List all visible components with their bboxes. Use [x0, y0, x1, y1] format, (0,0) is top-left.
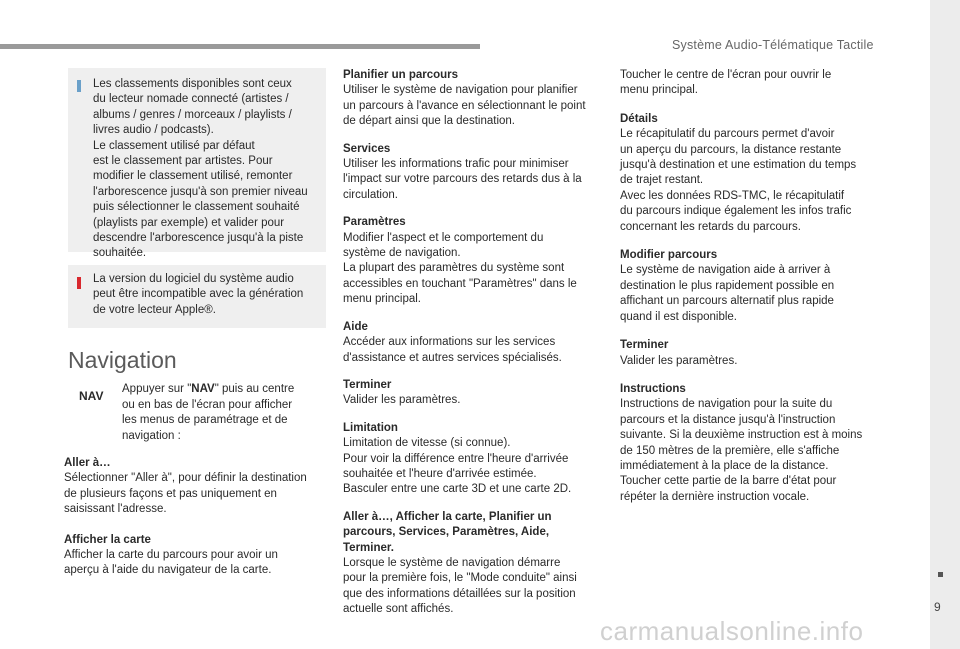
nav-intro-text: Appuyer sur "NAV" puis au centre ou en bas de l'écran pour afficher les menus de paramétrage et de navigation :	[122, 383, 295, 442]
section-text: Accéder aux informations sur les services d'assistance et autres services spécialisés.	[343, 336, 562, 364]
section-afficher-carte	[64, 533, 326, 579]
section-aller-a	[64, 456, 326, 518]
section-text: Sélectionner "Aller à", pour définir la destination de plusieurs façons et pas uniquement en saisissant l'adresse.	[64, 472, 307, 516]
watermark: carmanualsonline.info	[600, 616, 864, 646]
section-terminer	[620, 338, 882, 369]
page-number: 9	[934, 600, 941, 614]
section-text: Limitation de vitesse (si connue). Pour voir la différence entre l'heure d'arrivée souhaitée et l'heure d'arrivée estimée. Basculer entre une carte 3D et une carte 2D.	[343, 437, 572, 496]
info-box	[68, 68, 326, 260]
section-planifier-parcours	[343, 68, 605, 130]
warning-box	[68, 265, 326, 328]
section-text: Utiliser le système de navigation pour planifier un parcours à l'avance en sélectionnant le point de départ ainsi que la destination.	[343, 84, 586, 128]
section-title: Aide	[343, 320, 368, 333]
section-title: Modifier parcours	[620, 249, 718, 262]
section-text: Valider les paramètres.	[620, 354, 738, 367]
section-text: Instructions de navigation pour la suite du parcours et la distance jusqu'à l'instruction suivante. Si la deuxième instruction est à moins de 150 mètres de la première, elle s'affiche immédiatement à la place de la distance. Toucher cette partie de la barre d'état pour répéter la dernière instruction vocale.	[620, 398, 863, 503]
section-intro	[620, 68, 882, 99]
section-title: Limitation	[343, 421, 398, 434]
section-title: Terminer	[343, 378, 392, 391]
section-instructions	[620, 382, 882, 505]
section-text: Lorsque le système de navigation démarre pour la première fois, le "Mode conduite" ainsi que des informations détaillées sur la position actuelle sont affichés.	[343, 556, 577, 616]
section-limitation	[343, 421, 605, 498]
warning-box-text: La version du logiciel du système audio peut être incompatible avec la génération de votre lecteur Apple®.	[93, 273, 304, 316]
section-details	[620, 112, 882, 235]
section-text: Modifier l'aspect et le comportement du système de navigation. La plupart des paramètres du système sont accessibles en touchant "Paramètres" dans le menu principal.	[343, 231, 577, 306]
section-parametres	[343, 215, 605, 307]
section-title: Paramètres	[343, 216, 406, 229]
page-side-margin	[930, 0, 960, 649]
nav-intro	[64, 382, 326, 444]
column-2	[343, 68, 605, 618]
warning-icon	[77, 277, 81, 289]
section-text: Utiliser les informations trafic pour minimiser l'impact sur votre parcours des retards dus à la circulation.	[343, 158, 582, 201]
section-menus-summary	[343, 510, 605, 618]
header-rule	[0, 44, 480, 49]
section-text: Toucher le centre de l'écran pour ouvrir le menu principal.	[620, 69, 832, 97]
section-title: Aller à…	[64, 457, 111, 470]
section-title: Instructions	[620, 382, 686, 395]
section-title: Services	[343, 142, 391, 155]
section-title: Terminer	[620, 339, 669, 352]
section-text: Le récapitulatif du parcours permet d'avoir un aperçu du parcours, la distance restante jusqu'à destination et une estimation du temps de trajet restant. Avec les données RDS-TMC, le récapitulatif du parcours indique également les infos trafic concernant les retards du parcours.	[620, 128, 857, 233]
section-title: Afficher la carte	[64, 533, 151, 546]
info-box-text: Les classements disponibles sont ceux du lecteur nomade connecté (artistes / albums / genres / morceaux / playlists / livres audio / podcasts). Le classement utilisé par défaut est le classement par artistes. Pour modifier le classement utilisé, remonter l'arborescence jusqu'à son premier niveau puis sélectionner le classement souhaité (playlists par exemple) et valider pour descendre l'arborescence jusqu'à la piste souhaitée.	[93, 78, 308, 260]
nav-button-icon: NAV	[79, 389, 104, 404]
column-1	[64, 68, 326, 579]
section-terminer	[343, 378, 605, 409]
section-aide	[343, 320, 605, 366]
section-services	[343, 142, 605, 204]
section-title: Détails	[620, 112, 658, 125]
section-heading-navigation: Navigation	[68, 347, 177, 373]
end-of-section-marker	[938, 572, 943, 577]
page-header-title: Système Audio-Télématique Tactile	[672, 38, 874, 52]
column-3	[620, 68, 882, 505]
section-text: Le système de navigation aide à arriver à destination le plus rapidement possible en affichant un parcours alternatif plus rapide quand il est disponible.	[620, 264, 835, 323]
section-title: Aller à…, Afficher la carte, Planifier un parcours, Services, Paramètres, Aide, Terminer.	[343, 510, 552, 554]
section-text: Valider les paramètres.	[343, 394, 461, 407]
section-modifier-parcours	[620, 248, 882, 325]
info-icon	[77, 80, 81, 92]
section-text: Afficher la carte du parcours pour avoir un aperçu à l'aide du navigateur de la carte.	[64, 549, 278, 577]
section-title: Planifier un parcours	[343, 69, 459, 81]
